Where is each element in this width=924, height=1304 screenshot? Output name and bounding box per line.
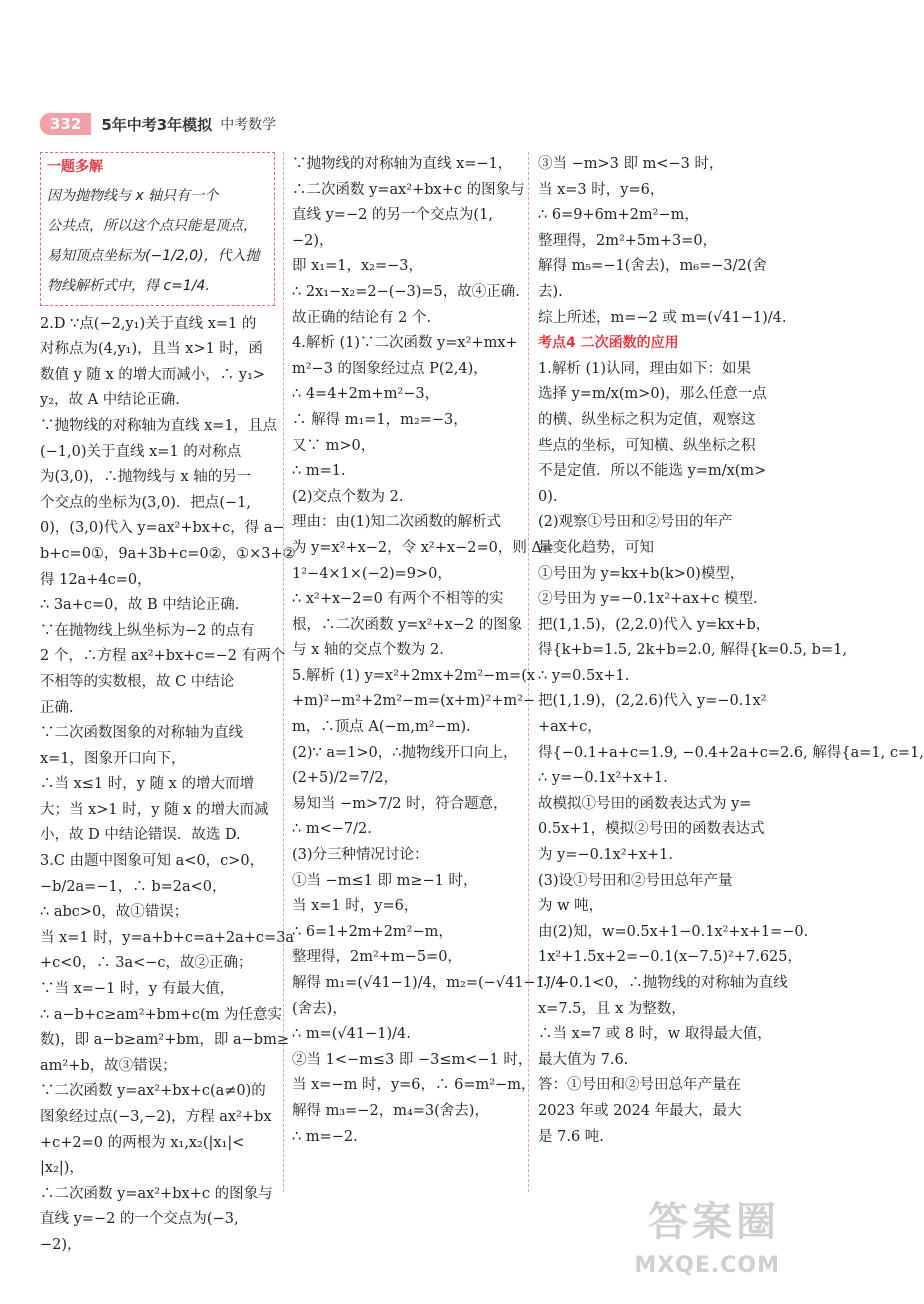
- solution-text: [40, 312, 296, 1259]
- column-2: [292, 152, 565, 1150]
- solution-text: [538, 357, 924, 1150]
- text-line: 对称点为(4,y₁)，且当 x>1 时，函: [40, 341, 263, 358]
- text-line: 的横、纵坐标之积为定值，观察这: [538, 411, 756, 428]
- text-line: ∴当 x≤1 时，y 随 x 的增大而增: [40, 776, 254, 793]
- text-line: 数)，即 a−b≥am²+bm，即 a−bm≥: [40, 1032, 289, 1049]
- text-line: 直线 y=−2 的另一个交点为(1,: [292, 207, 493, 224]
- text-line: ∴ a−b+c≥am²+bm+c(m 为任意实: [40, 1006, 283, 1023]
- text-line: 与 x 轴的交点个数为 2.: [292, 642, 444, 659]
- text-line: 得{k+b=1.5, 2k+b=2.0, 解得{k=0.5, b=1,: [538, 642, 847, 659]
- text-line: ∴ x²+x−2=0 有两个不相等的实: [292, 591, 504, 608]
- watermark-logo-text: 答案圈: [648, 1199, 780, 1245]
- text-line: 由(2)知，w=0.5x+1−0.1x²+x+1=−0.: [538, 923, 809, 940]
- text-line: x=1，图象开口向下，: [40, 750, 186, 767]
- text-line: 不相等的实数根，故 C 中结论: [40, 673, 235, 690]
- text-line: 答：①号田和②号田总年产量在: [538, 1077, 741, 1094]
- text-line: 当 x=−m 时，y=6，∴ 6=m²−m，: [292, 1077, 536, 1094]
- text-line: 为(3,0)，∴抛物线与 x 轴的另一: [40, 469, 252, 486]
- text-line: 即 x₁=1，x₂=−3，: [292, 258, 423, 275]
- text-line: ∵抛物线的对称轴为直线 x=−1，: [292, 156, 513, 172]
- text-line: 不是定值．所以不能选 y=m/x(m>: [538, 463, 767, 480]
- text-line: ∵抛物线的对称轴为直线 x=1，且点: [40, 417, 278, 434]
- text-line: ∴ 3a+c=0，故 B 中结论正确.: [40, 597, 240, 614]
- text-line: 易知顶点坐标为(−1/2,0)，代入抛: [47, 247, 260, 264]
- text-line: −2)，: [40, 1236, 82, 1253]
- alternate-solution-box: [40, 152, 275, 306]
- text-line: 整理得，2m²+5m+3=0，: [538, 232, 718, 249]
- text-line: 2.D ∵点(−2,y₁)关于直线 x=1 的: [40, 315, 257, 332]
- page-header: [40, 112, 276, 136]
- text-line: 把(1,1.5)，(2,2.0)代入 y=kx+b，: [538, 616, 771, 633]
- text-line: 个交点的坐标为(3,0)．把点(−1,: [40, 494, 252, 511]
- text-line: ∵当 x=−1 时，y 有最大值，: [40, 981, 235, 998]
- text-line: 当 x=3 时，y=6，: [538, 181, 665, 198]
- page-number: 332: [40, 113, 91, 135]
- text-line: 根，∴二次函数 y=x²+x−2 的图象: [292, 616, 523, 633]
- text-line: 得{−0.1+a+c=1.9, −0.4+2a+c=2.6, 解得{a=1, c=1,: [538, 744, 924, 761]
- text-line: 0.5x+1，模拟②号田的函数表达式: [538, 821, 765, 838]
- text-line: 解得 m₅=−1(舍去)，m₆=−3/2(舍: [538, 258, 767, 275]
- text-line: 小，故 D 中结论错误．故选 D.: [40, 827, 241, 844]
- text-line: 又∵ m>0，: [292, 437, 376, 454]
- text-line: ①当 −m≤1 即 m≥−1 时，: [292, 872, 478, 889]
- text-line: 去).: [538, 283, 563, 300]
- text-line: 选择 y=m/x(m>0)，那么任意一点: [538, 386, 767, 403]
- text-line: 2023 年或 2024 年最大，最大: [538, 1102, 742, 1119]
- text-line: ∴二次函数 y=ax²+bx+c 的图象与: [292, 181, 525, 198]
- text-line: 些点的坐标，可知横、纵坐标之积: [538, 437, 756, 454]
- watermark: [634, 1200, 780, 1288]
- text-line: 图象经过点(−3,−2)，方程 ax²+bx: [40, 1109, 272, 1125]
- text-line: ∴ y=−0.1x²+x+1.: [538, 770, 668, 787]
- text-line: ∴当 x=7 或 8 时，w 取得最大值，: [538, 1026, 772, 1043]
- text-line: 0)，(3,0)代入 y=ax²+bx+c，得 a−: [40, 520, 285, 537]
- text-line: 最大值为 7.6.: [538, 1051, 629, 1068]
- text-line: 4.解析 (1)∵二次函数 y=x²+mx+: [292, 335, 518, 352]
- watermark-url: MXQE.COM: [634, 1253, 780, 1278]
- text-line: 为 y=x²+x−2，令 x²+x−2=0，则 Δ=: [292, 539, 555, 556]
- text-line: y₂，故 A 中结论正确.: [40, 392, 180, 409]
- text-line: 整理得，2m²+m−5=0，: [292, 949, 462, 966]
- text-line: +m)²−m²+2m²−m=(x+m)²+m²−: [292, 693, 536, 710]
- text-line: 综上所述，m=−2 或 m=(√41−1)/4.: [538, 309, 787, 326]
- text-line: 是 7.6 吨.: [538, 1128, 604, 1145]
- text-line: 为 y=−0.1x²+x+1.: [538, 847, 673, 864]
- text-line: 当 x=1 时，y=6，: [292, 898, 419, 915]
- text-line: ∴ m=1.: [292, 463, 346, 480]
- text-line: 理由：由(1)知二次函数的解析式: [292, 514, 502, 531]
- text-line: x=7.5，且 x 为整数，: [538, 1000, 686, 1017]
- text-line: 大；当 x>1 时，y 随 x 的增大而减: [40, 801, 269, 818]
- text-line: ∵在抛物线上纵坐标为−2 的点有: [40, 622, 255, 639]
- text-line: 0).: [538, 488, 558, 505]
- text-line: (2)∵ a=1>0，∴抛物线开口向上，: [292, 744, 518, 761]
- text-line: −2)，: [292, 232, 334, 249]
- text-line: 数值 y 随 x 的增大而减小，∴ y₁>: [40, 366, 266, 383]
- text-line: ∴ abc>0，故①错误；: [40, 904, 189, 921]
- text-line: (2)观察①号田和②号田的年产: [538, 514, 733, 531]
- solution-text: [292, 152, 565, 1150]
- text-line: 公共点，所以这个点只能是顶点，: [47, 217, 257, 234]
- column-1: [40, 152, 296, 1259]
- text-line: (2)交点个数为 2.: [292, 488, 404, 505]
- text-line: 解得 m₁=(√41−1)/4，m₂=(−√41−1)/4: [292, 975, 565, 991]
- text-line: ∴ 4=4+2m+m²−3，: [292, 386, 440, 403]
- text-line: 直线 y=−2 的一个交点为(−3,: [40, 1211, 239, 1228]
- text-line: ∴ m=−2.: [292, 1128, 358, 1145]
- text-line: +c+2=0 的两根为 x₁,x₂(|x₁|<: [40, 1134, 245, 1151]
- text-line: ∴ 解得 m₁=1，m₂=−3，: [292, 411, 468, 428]
- text-line: 量变化趋势，可知: [538, 539, 654, 556]
- text-line: ∵ −0.1<0，∴抛物线的对称轴为直线: [538, 975, 788, 991]
- text-line: 5.解析 (1) y=x²+2mx+2m²−m=(x: [292, 667, 536, 684]
- text-line: ∴ y=0.5x+1.: [538, 667, 630, 684]
- text-line: 物线解析式中，得 c=1/4.: [47, 277, 210, 294]
- column-3: [538, 152, 924, 1150]
- text-line: 故模拟①号田的函数表达式为 y=: [538, 795, 752, 812]
- text-line: 2 个，∴方程 ax²+bx+c=−2 有两个: [40, 648, 286, 665]
- box-text: [47, 181, 268, 301]
- text-line: 正确.: [40, 699, 74, 716]
- text-line: ①号田为 y=kx+b(k>0)模型，: [538, 565, 745, 582]
- text-line: am²+b，故③错误；: [40, 1057, 177, 1074]
- text-line: 3.C 由题中图象可知 a<0，c>0，: [40, 853, 265, 870]
- text-line: b+c=0①，9a+3b+c=0②，①×3+②: [40, 545, 296, 562]
- text-line: ③当 −m>3 即 m<−3 时，: [538, 156, 724, 172]
- text-line: 易知当 −m>7/2 时，符合题意，: [292, 795, 508, 812]
- text-line: 当 x=1 时，y=a+b+c=a+2a+c=3a: [40, 929, 295, 946]
- text-line: 把(1,1.9)，(2,2.6)代入 y=−0.1x²: [538, 693, 767, 710]
- text-line: 1.解析 (1)认同，理由如下：如果: [538, 360, 751, 377]
- text-line: ∴ 6=1+2m+2m²−m，: [292, 923, 453, 940]
- text-line: ∴二次函数 y=ax²+bx+c 的图象与: [40, 1185, 273, 1202]
- text-line: 故正确的结论有 2 个.: [292, 309, 432, 326]
- book-title: 5年中考3年模拟: [101, 115, 213, 134]
- text-line: ∴ 2x₁−x₂=2−(−3)=5，故④正确.: [292, 283, 520, 300]
- solution-text: [538, 152, 787, 331]
- text-line: −b/2a=−1，∴ b=2a<0，: [40, 878, 227, 895]
- text-line: ②号田为 y=−0.1x²+ax+c 模型.: [538, 591, 758, 608]
- text-line: +c<0，∴ 3a<−c，故②正确；: [40, 955, 253, 972]
- text-line: 1²−4×1×(−2)=9>0，: [292, 565, 452, 582]
- section-title: 考点4 二次函数的应用: [538, 335, 679, 352]
- text-line: (3)设①号田和②号田总年产量: [538, 872, 733, 889]
- text-line: 为 w 吨，: [538, 898, 604, 915]
- text-line: (2+5)/2=7/2，: [292, 770, 399, 787]
- box-title: 一题多解: [47, 159, 103, 175]
- text-line: ②当 1<−m≤3 即 −3≤m<−1 时，: [292, 1051, 533, 1068]
- text-line: (3)分三种情况讨论：: [292, 847, 429, 864]
- text-line: 得 12a+4c=0，: [40, 571, 152, 588]
- text-line: 因为抛物线与 x 轴只有一个: [47, 187, 219, 204]
- text-line: +ax+c，: [538, 719, 602, 736]
- text-line: (−1,0)关于直线 x=1 的对称点: [40, 443, 242, 460]
- text-line: |x₂|)，: [40, 1160, 84, 1177]
- text-line: ∵二次函数图象的对称轴为直线: [40, 725, 243, 742]
- text-line: ∵二次函数 y=ax²+bx+c(a≠0)的: [40, 1083, 266, 1100]
- text-line: ∴ 6=9+6m+2m²−m，: [538, 207, 699, 224]
- text-line: ∴ m<−7/2.: [292, 821, 372, 838]
- subject-label: 中考数学: [220, 117, 277, 133]
- text-line: 解得 m₃=−2，m₄=3(舍去)，: [292, 1102, 489, 1119]
- text-line: m²−3 的图象经过点 P(2,4)，: [292, 360, 488, 377]
- text-line: 1x²+1.5x+2=−0.1(x−7.5)²+7.625，: [538, 949, 803, 966]
- text-line: m，∴顶点 A(−m,m²−m).: [292, 719, 471, 736]
- text-line: (舍去)，: [292, 1000, 347, 1017]
- text-line: ∴ m=(√41−1)/4.: [292, 1026, 411, 1043]
